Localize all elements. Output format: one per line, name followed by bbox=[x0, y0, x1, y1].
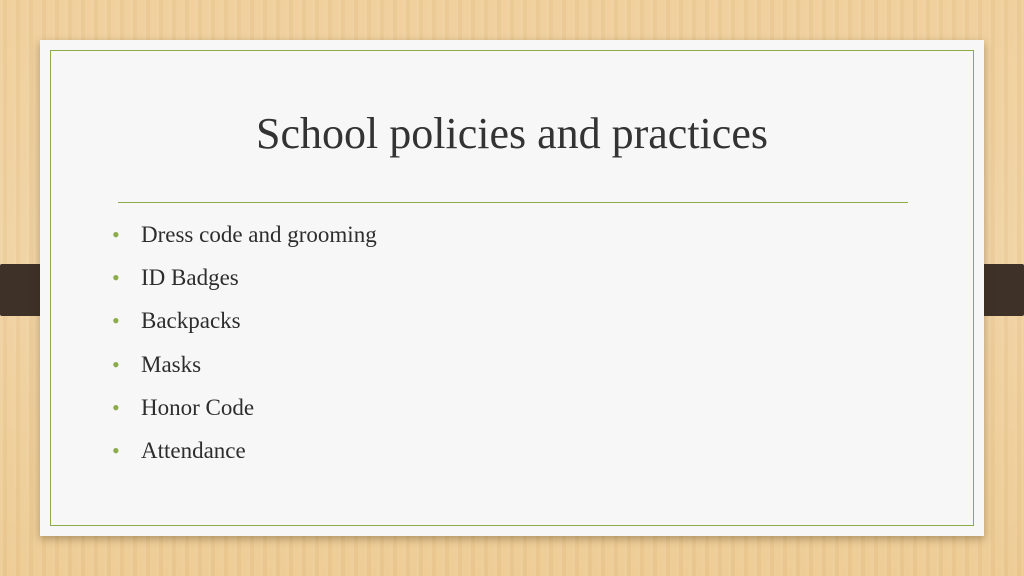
title-divider bbox=[118, 202, 908, 203]
slide-title: School policies and practices bbox=[256, 109, 768, 158]
bullet-point-icon: • bbox=[112, 437, 120, 463]
bullet-text: ID Badges bbox=[141, 265, 239, 291]
bullet-point-icon: • bbox=[112, 351, 120, 377]
bullet-text: Attendance bbox=[141, 437, 246, 463]
bullet-text: Dress code and grooming bbox=[141, 222, 377, 247]
bullet-text: Honor Code bbox=[141, 394, 255, 420]
bullet-text: Masks bbox=[141, 351, 202, 377]
bullet-point-icon: • bbox=[112, 394, 120, 420]
bullet-point-icon: • bbox=[112, 308, 120, 334]
bullet-point-icon: • bbox=[112, 265, 120, 291]
bullet-point-icon: • bbox=[112, 222, 120, 247]
bullet-text: Backpacks bbox=[141, 308, 241, 334]
